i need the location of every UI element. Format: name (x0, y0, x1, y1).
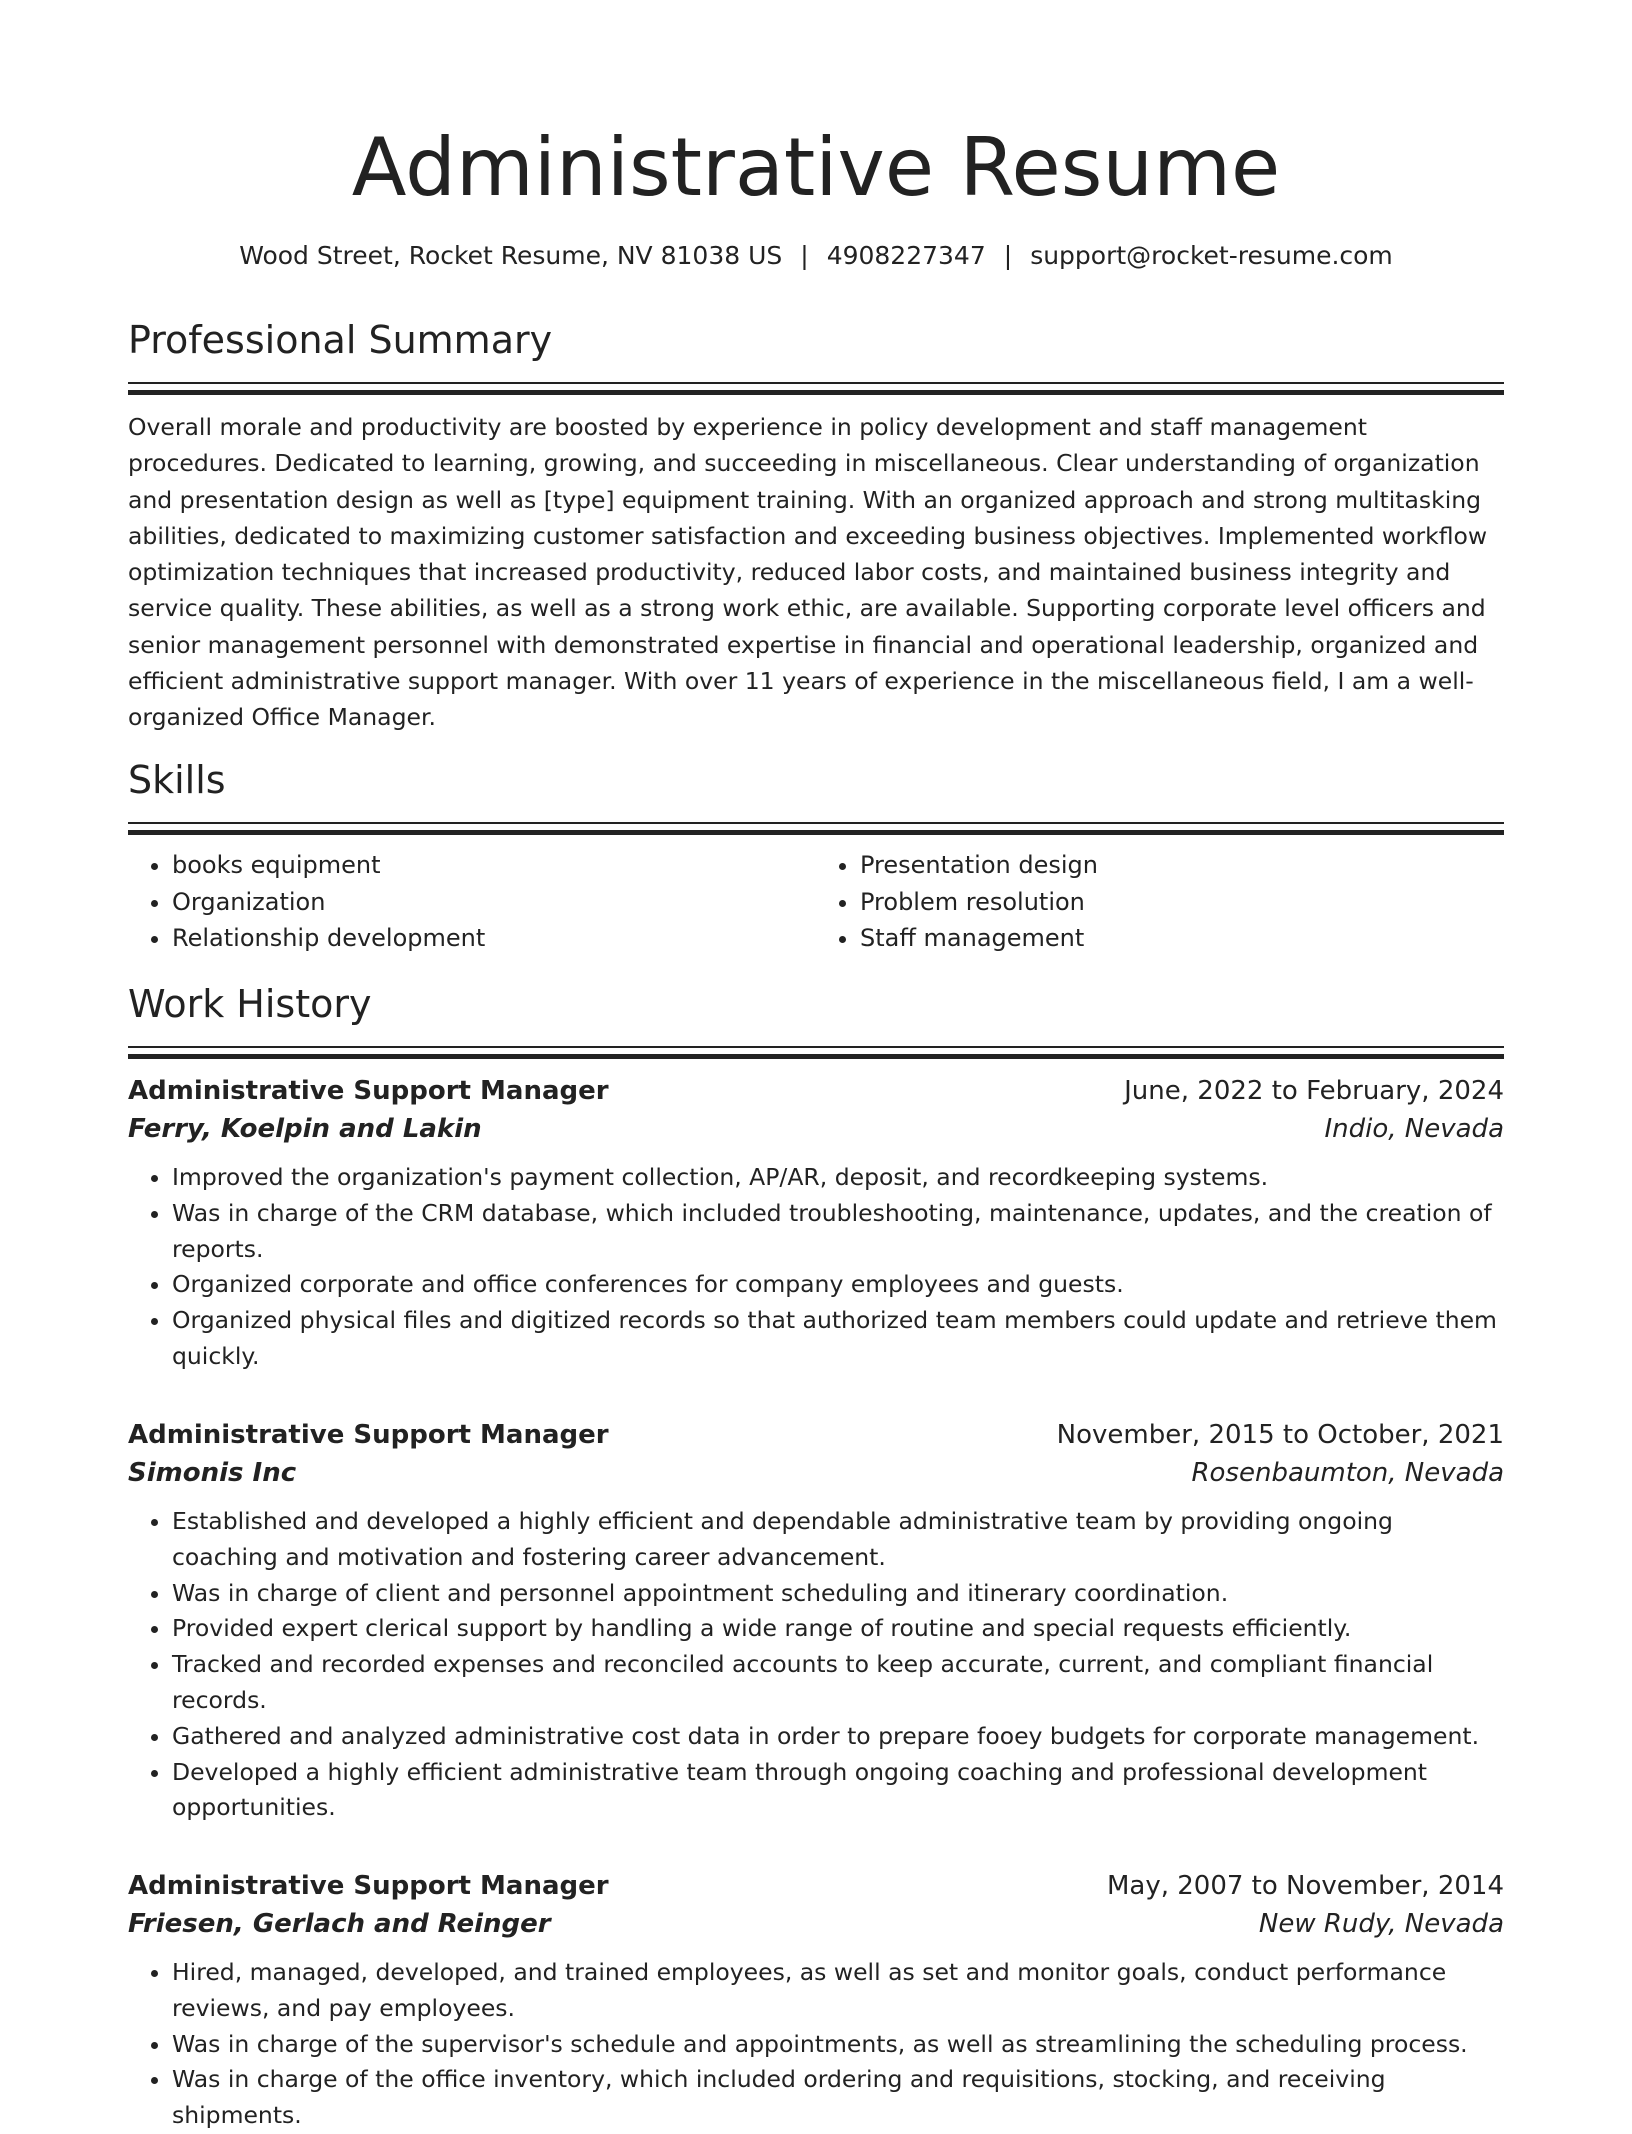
skill-item: • Staff management (860, 920, 1504, 957)
section-rule-thick (128, 830, 1504, 835)
job-bullet-list (128, 1160, 1504, 1375)
job-bullet: • Improved the organization's payment collection, AP/AR, deposit, and recordkeeping systems. (172, 1160, 1504, 1196)
skill-item: • Relationship development (172, 920, 816, 957)
job-company: Friesen, Gerlach and Reinger (128, 1909, 551, 1939)
section-rule-thin (128, 822, 1504, 824)
work-history-heading: Work History (128, 982, 372, 1026)
skills-columns (128, 847, 1504, 957)
job-title: Administrative Support Manager (128, 1420, 609, 1450)
job-location: Indio, Nevada (1324, 1114, 1504, 1144)
summary-heading: Professional Summary (128, 318, 553, 362)
summary-text: Overall morale and productivity are boosted by experience in policy development and staff management procedures. Dedicated to learning, growing, and succeeding in miscellaneous. Clear understanding of organization and presentation design as well as [type] equipment training. With an organized approach and strong multitasking abilities, dedicated to maximizing customer satisfaction and exceeding business objectives. Implemented workflow optimization techniques that increased productivity, reduced labor costs, and maintained business integrity and service quality. These abilities, as well as a strong work ethic, are available. Supporting corporate level officers and senior management personnel with demonstrated expertise in financial and operational leadership, organized and efficient administrative support manager. With over 11 years of experience in the miscellaneous field, I am a well-organized Office Manager. (128, 413, 1488, 732)
contact-separator: | (800, 241, 809, 270)
skills-list-left (128, 847, 816, 957)
job-bullet: • Provided expert clerical support by handling a wide range of routine and special requests efficiently. (172, 1611, 1504, 1647)
skill-item: • books equipment (172, 847, 816, 884)
section-rule-thick (128, 390, 1504, 395)
job-subheader (128, 1905, 1504, 1943)
job-subheader (128, 1110, 1504, 1148)
job-bullet-list (128, 1955, 1504, 2134)
contact-address: Wood Street, Rocket Resume, NV 81038 US (239, 241, 783, 270)
job-dates: May, 2007 to November, 2014 (1106, 1871, 1504, 1901)
job-bullet: • Was in charge of the supervisor's schedule and appointments, as well as streamlining the scheduling process. (172, 2027, 1504, 2063)
skills-list-right (816, 847, 1504, 957)
job-title: Administrative Support Manager (128, 1076, 609, 1106)
job-bullet: • Established and developed a highly efficient and dependable administrative team by providing ongoing coaching and motivation and fostering career advancement. (172, 1504, 1504, 1576)
resume-name: Administrative Resume (351, 121, 1281, 214)
job-bullet: • Tracked and recorded expenses and reconciled accounts to keep accurate, current, and compliant financial records. (172, 1647, 1504, 1719)
job-bullet: • Was in charge of the office inventory, which included ordering and requisitions, stocking, and receiving shipments. (172, 2062, 1504, 2134)
job-bullet-list (128, 1504, 1504, 1826)
job-location: New Rudy, Nevada (1258, 1909, 1504, 1939)
section-rule-thin (128, 1046, 1504, 1048)
job-location: Rosenbaumton, Nevada (1191, 1458, 1504, 1488)
skill-item: • Presentation design (860, 847, 1504, 884)
job-bullet: • Developed a highly efficient administrative team through ongoing coaching and professional development opportunities. (172, 1755, 1504, 1827)
job-dates: November, 2015 to October, 2021 (1056, 1420, 1504, 1450)
job-subheader (128, 1454, 1504, 1492)
contact-separator: | (1003, 241, 1013, 270)
section-rule-thick (128, 1054, 1504, 1059)
job-company: Ferry, Koelpin and Lakin (128, 1114, 482, 1144)
job-entry (128, 1416, 1504, 1826)
section-rule-thin (128, 382, 1504, 384)
job-bullet: • Was in charge of client and personnel appointment scheduling and itinerary coordination. (172, 1576, 1504, 1612)
contact-email: support@rocket-resume.com (1030, 241, 1393, 270)
job-bullet: • Organized physical files and digitized records so that authorized team members could update and retrieve them quickly. (172, 1303, 1504, 1375)
job-title: Administrative Support Manager (128, 1871, 609, 1901)
job-bullet: • Was in charge of the CRM database, which included troubleshooting, maintenance, updates, and the creation of reports. (172, 1196, 1504, 1268)
resume-page (128, 0, 1504, 2130)
contact-line (128, 238, 1504, 274)
job-header (128, 1416, 1504, 1454)
skills-heading: Skills (128, 758, 226, 802)
job-entry (128, 1072, 1504, 1375)
summary-section (128, 316, 1504, 736)
job-entry (128, 1867, 1504, 2134)
job-header (128, 1072, 1504, 1110)
work-history-section (128, 980, 1504, 1059)
job-bullet: • Hired, managed, developed, and trained employees, as well as set and monitor goals, conduct performance reviews, and pay employees. (172, 1955, 1504, 2027)
job-company: Simonis Inc (128, 1458, 297, 1488)
skill-item: • Problem resolution (860, 884, 1504, 921)
skills-section (128, 756, 1504, 957)
job-header (128, 1867, 1504, 1905)
contact-phone: 4908227347 (826, 241, 986, 270)
job-bullet: • Gathered and analyzed administrative cost data in order to prepare fooey budgets for corporate management. (172, 1719, 1504, 1755)
skill-item: • Organization (172, 884, 816, 921)
job-bullet: • Organized corporate and office conferences for company employees and guests. (172, 1267, 1504, 1303)
job-dates: June, 2022 to February, 2024 (1124, 1076, 1504, 1106)
